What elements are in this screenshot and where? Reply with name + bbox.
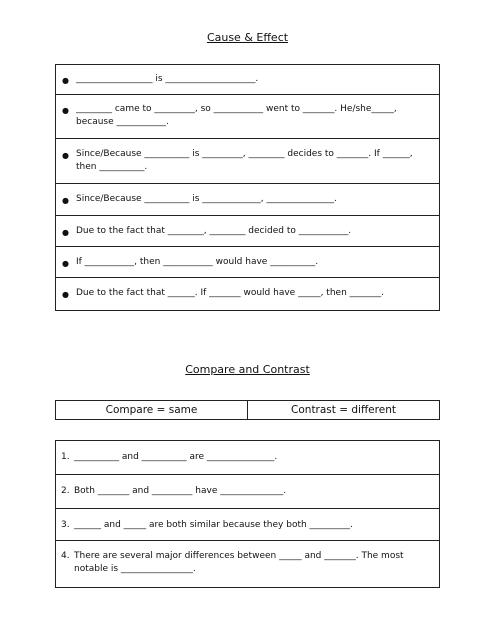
cause-effect-sentence: Due to the fact that ________, ________ decided to ___________.: [76, 226, 352, 236]
bullet-icon: ●: [62, 106, 69, 115]
bullet-icon: ●: [62, 76, 69, 85]
cause-effect-sentence: Due to the fact that ______. If _______ would have _____, then _______.: [76, 288, 384, 298]
cause-effect-row: [56, 65, 439, 95]
compare-contrast-header-table: [55, 400, 440, 420]
cause-effect-sentence: Since/Because __________ is _____________, _______________.: [76, 194, 337, 204]
compare-contrast-sentence: Both _______ and _________ have ______________.: [74, 486, 287, 496]
cause-effect-row: [56, 184, 439, 216]
compare-contrast-row: [56, 475, 439, 509]
cause-effect-sentence: Since/Because __________ is _________, ________ decides to _______. If ______, then __________.: [76, 149, 413, 172]
compare-contrast-title: Compare and Contrast: [185, 363, 310, 376]
compare-contrast-row: [56, 541, 439, 587]
compare-contrast-table: [55, 440, 440, 588]
cause-effect-row: [56, 278, 439, 310]
bullet-icon: ●: [62, 290, 69, 299]
contrast-label: Contrast = different: [247, 401, 439, 419]
bullet-icon: ●: [62, 259, 69, 268]
bullet-icon: ●: [62, 228, 69, 237]
cause-effect-table: [55, 64, 440, 311]
cause-effect-row: [56, 139, 439, 184]
compare-contrast-sentence: There are several major differences between _____ and _______. The most notable is ________________.: [74, 551, 404, 574]
row-number: 3.: [61, 520, 70, 530]
cause-effect-row: [56, 216, 439, 247]
cause-effect-sentence: ________ came to _________, so ___________ went to _______. He/she_____, because ___________.: [76, 104, 397, 127]
compare-contrast-sentence: ______ and _____ are both similar because they both _________.: [74, 520, 353, 530]
compare-contrast-row: [56, 441, 439, 475]
row-number: 1.: [61, 452, 70, 462]
compare-contrast-sentence: __________ and __________ are _______________.: [74, 452, 278, 462]
cause-effect-row: [56, 247, 439, 278]
row-number: 2.: [61, 486, 70, 496]
bullet-icon: ●: [62, 196, 69, 205]
compare-contrast-row: [56, 509, 439, 541]
row-number: 4.: [61, 551, 70, 561]
compare-label: Compare = same: [105, 404, 198, 416]
cause-effect-sentence: If ___________, then ___________ would have __________.: [76, 257, 319, 267]
cause-effect-title: Cause & Effect: [206, 31, 289, 44]
bullet-icon: ●: [62, 151, 69, 160]
cause-effect-sentence: _________________ is ____________________.: [76, 74, 259, 84]
cause-effect-row: [56, 95, 439, 139]
